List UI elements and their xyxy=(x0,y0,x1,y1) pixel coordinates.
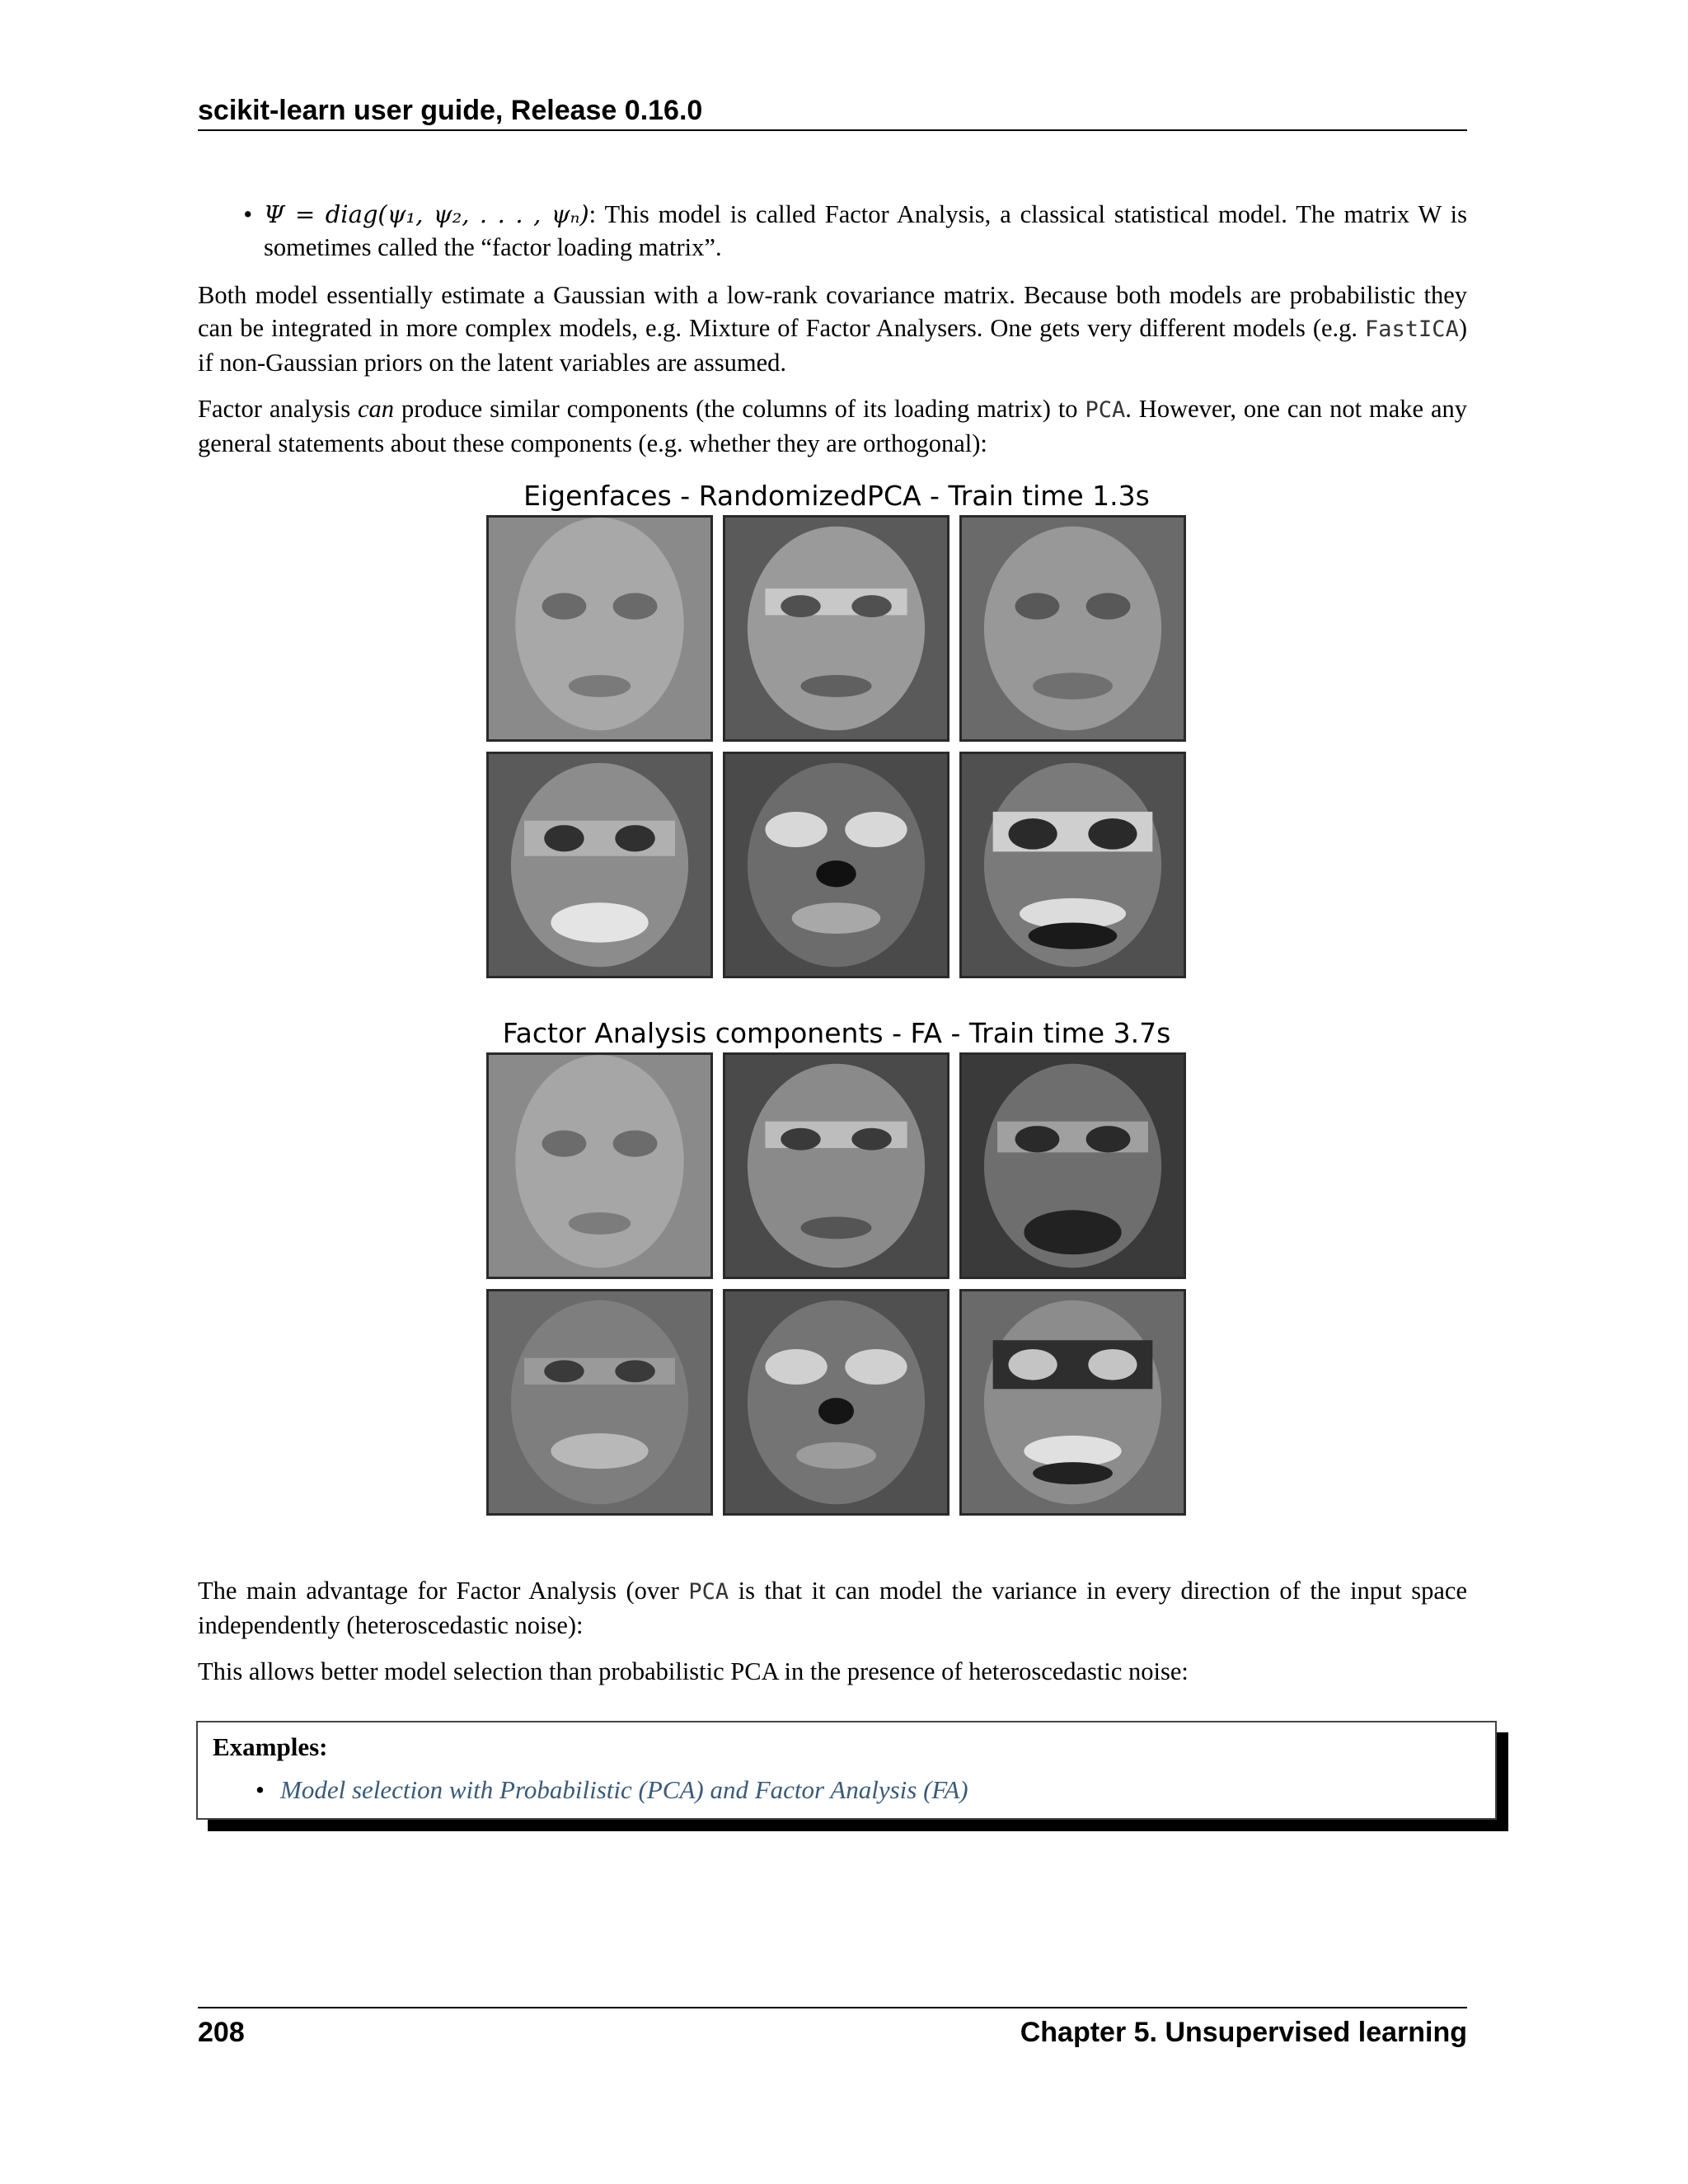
page-footer xyxy=(198,2014,1467,2050)
running-head: scikit-learn user guide, Release 0.16.0 xyxy=(198,95,703,126)
fa-component-image xyxy=(723,1289,950,1516)
para2-text-a: Factor analysis xyxy=(198,395,359,423)
paragraph-factor-analysis xyxy=(198,392,1467,460)
eigenfaces-figure-title: Eigenfaces - RandomizedPCA - Train time 1.3s xyxy=(523,480,1150,512)
eigenface-image xyxy=(486,752,713,978)
eigenface-image xyxy=(486,515,713,742)
fa-component-image xyxy=(486,1289,713,1516)
fa-component-image xyxy=(959,1052,1186,1279)
footer-rule xyxy=(198,2007,1467,2008)
eigenface-image xyxy=(723,515,950,742)
para2-text-b: produce similar components (the columns of its loading matrix) to xyxy=(394,395,1085,423)
eigenface-image xyxy=(959,752,1186,978)
eigenface-image xyxy=(723,752,950,978)
para2-emphasis: can xyxy=(358,395,395,423)
para1-text-a: Both model essentially estimate a Gaussian with a low-rank covariance matrix. Because both models are probabilistic they can be integrated in more complex models, e.g. Mixture of Factor Analysers. One gets very different models (e.g. xyxy=(198,281,1467,342)
bullet-marker: • xyxy=(256,1775,265,1804)
page-number: 208 xyxy=(198,2017,245,2048)
bullet-item xyxy=(198,198,1467,264)
paragraph-fa-advantage xyxy=(198,1574,1467,1642)
pca-code: PCA xyxy=(1085,397,1126,423)
examples-title: Examples: xyxy=(213,1732,328,1761)
header-rule xyxy=(198,129,1467,131)
eigenface-image xyxy=(959,515,1186,742)
fa-figure-title: Factor Analysis components - FA - Train time 3.7s xyxy=(502,1017,1171,1049)
para3-text-a: The main advantage for Factor Analysis (over xyxy=(198,1577,689,1605)
examples-admonition xyxy=(196,1721,1497,1820)
para4-text: This allows better model selection than probabilistic PCA in the presence of heteroscedastic noise: xyxy=(198,1657,1189,1685)
example-link-model-selection[interactable]: Model selection with Probabilistic (PCA) and Factor Analysis (FA) xyxy=(280,1775,968,1804)
paragraph-model-selection xyxy=(198,1655,1467,1688)
paragraph-model-comparison xyxy=(198,279,1467,379)
fastica-code: FastICA xyxy=(1365,316,1459,342)
eigenfaces-grid xyxy=(486,515,1187,972)
bullet-text: : This model is called Factor Analysis, a classical statistical model. The matrix W is sometimes called the “factor loading matrix”. xyxy=(264,200,1468,261)
examples-list-item xyxy=(256,1774,968,1807)
bullet-marker: • xyxy=(243,200,252,228)
fa-components-grid xyxy=(486,1052,1187,1510)
fa-component-image xyxy=(723,1052,950,1279)
para3-text-b: is that it can model the variance in every direction of the input space independently (heteroscedastic noise): xyxy=(198,1577,1467,1639)
pca-code: PCA xyxy=(688,1579,729,1605)
psi-formula: Ψ = diag(ψ₁, ψ₂, . . . , ψₙ) xyxy=(264,200,589,228)
para2-text-c: . However, one can not make any general statements about these components (e.g. whether they are orthogonal): xyxy=(198,395,1467,457)
fa-component-image xyxy=(959,1289,1186,1516)
bullet-list xyxy=(198,198,1467,264)
para1-text-b: ) if non-Gaussian priors on the latent variables are assumed. xyxy=(198,314,1467,377)
fa-component-image xyxy=(486,1052,713,1279)
chapter-title: Chapter 5. Unsupervised learning xyxy=(1020,2017,1467,2048)
